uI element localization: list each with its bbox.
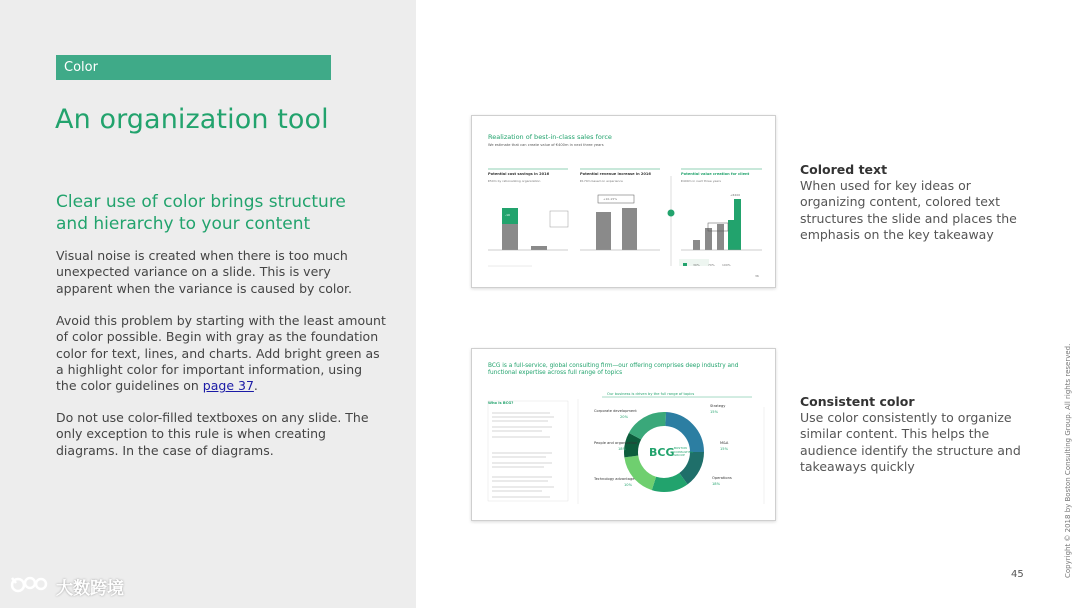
thumb2-seg-people: People and organization — [594, 441, 638, 445]
thumb1-callout: +10-15% — [603, 197, 618, 201]
thumb2-seg-ma: M&A — [720, 441, 729, 445]
paragraph-visual-noise: Visual noise is created when there is too much unexpected variance on a slide. This is very apparent when the variance is caused by color. — [56, 248, 352, 296]
thumb1-page: 36 — [755, 274, 759, 278]
thumb1-subtitle: We estimate that can create value of €400m in next three years — [488, 143, 604, 147]
thumb2-seg-tech: Technology advantage — [594, 477, 635, 481]
thumb2-title: BCG is a full-service, global consulting firm—our offering comprises deep industry and functional expertise across full range of topics — [488, 363, 739, 376]
thumb2-seg-operations: Operations — [712, 476, 732, 480]
page-subtitle: Clear use of color brings structure and hierarchy to your content — [56, 192, 346, 234]
thumb1-legend-b: 70% — [708, 263, 715, 267]
thumb2-left-heading: Who is BCG? — [488, 401, 514, 405]
colored-text-body: When used for key ideas or organizing content, colored text structures the slide and places the emphasis on the key takeaway — [800, 178, 1017, 242]
thumb1-panel1-title: Potential cost savings in 2016 — [488, 172, 550, 176]
thumb2-logo: BCG — [649, 446, 675, 459]
thumb2-seg-strategy-pct: 15% — [710, 410, 718, 414]
consistent-color-heading: Consistent color — [800, 394, 915, 409]
colored-text-heading: Colored text — [800, 162, 888, 177]
thumb1-panel2-sub: €170m based on experience — [580, 179, 623, 183]
thumb2-seg-corp-dev-pct: 20% — [620, 415, 628, 419]
thumb2-seg-operations-pct: 18% — [712, 482, 720, 486]
thumb2-logo-sub: BOSTON CONSULTING GROUP — [674, 446, 694, 457]
paragraph-avoid-text: Avoid this problem by starting with the least amount of color possible. Begin with gray as the foundation color for text, lines, and charts. Add bright green as a highlight color for important information, using the color guidelines on — [56, 313, 386, 394]
thumb1-value: +€400 — [730, 193, 741, 197]
thumbnail-bcg-overview-slide — [471, 348, 776, 521]
page-title: An organization tool — [55, 104, 329, 135]
thumb2-graphics — [472, 349, 776, 521]
thumb2-seg-people-pct: 18% — [618, 447, 626, 451]
thumb1-panel3-title: Potential value creation for client — [681, 172, 750, 176]
page-37-link[interactable]: page 37 — [202, 378, 254, 394]
copyright-notice: Copyright © 2018 by Boston Consulting Group. All rights reserved. — [1064, 343, 1072, 578]
thumb1-legend-c: 100% — [722, 263, 731, 267]
thumb1-panel3-sub: €400m in next three years — [681, 179, 721, 183]
thumbnail-sales-force-slide — [471, 115, 776, 288]
thumb1-panel1-sub: €50m by rationalizing organization — [488, 179, 541, 183]
thumb1-legend-a: 30% — [693, 263, 700, 267]
watermark-text: 大数跨境 — [56, 579, 124, 599]
consistent-color-body: Use color consistently to organize similar content. This helps the audience identify the structure and takeaways quickly — [800, 410, 1021, 474]
watermark — [10, 574, 124, 599]
watermark-logo-icon — [10, 575, 52, 599]
thumb2-seg-ma-pct: 15% — [720, 447, 728, 451]
paragraph-avoid-end: . — [253, 378, 258, 394]
paragraph-textboxes: Do not use color-filled textboxes on any slide. The only exception to this rule is when creating diagrams. In the case of diagrams. — [56, 410, 369, 458]
thumb1-panel2-title: Potential revenue increase in 2016 — [580, 172, 651, 176]
thumb2-center-heading: Our business is driven by the full range of topics — [607, 392, 695, 396]
thumb2-seg-corp-dev: Corporate development — [594, 409, 637, 413]
thumb1-bar-label: -10 — [505, 213, 510, 217]
paragraph-avoid-problem — [56, 313, 386, 394]
thumb2-seg-tech-pct: 10% — [624, 483, 632, 487]
section-tag: Color — [56, 55, 331, 80]
thumb1-title: Realization of best-in-class sales force — [488, 133, 612, 141]
thumb2-seg-strategy: Strategy — [710, 404, 726, 408]
page-number: 45 — [1011, 569, 1024, 580]
left-panel — [0, 0, 416, 608]
